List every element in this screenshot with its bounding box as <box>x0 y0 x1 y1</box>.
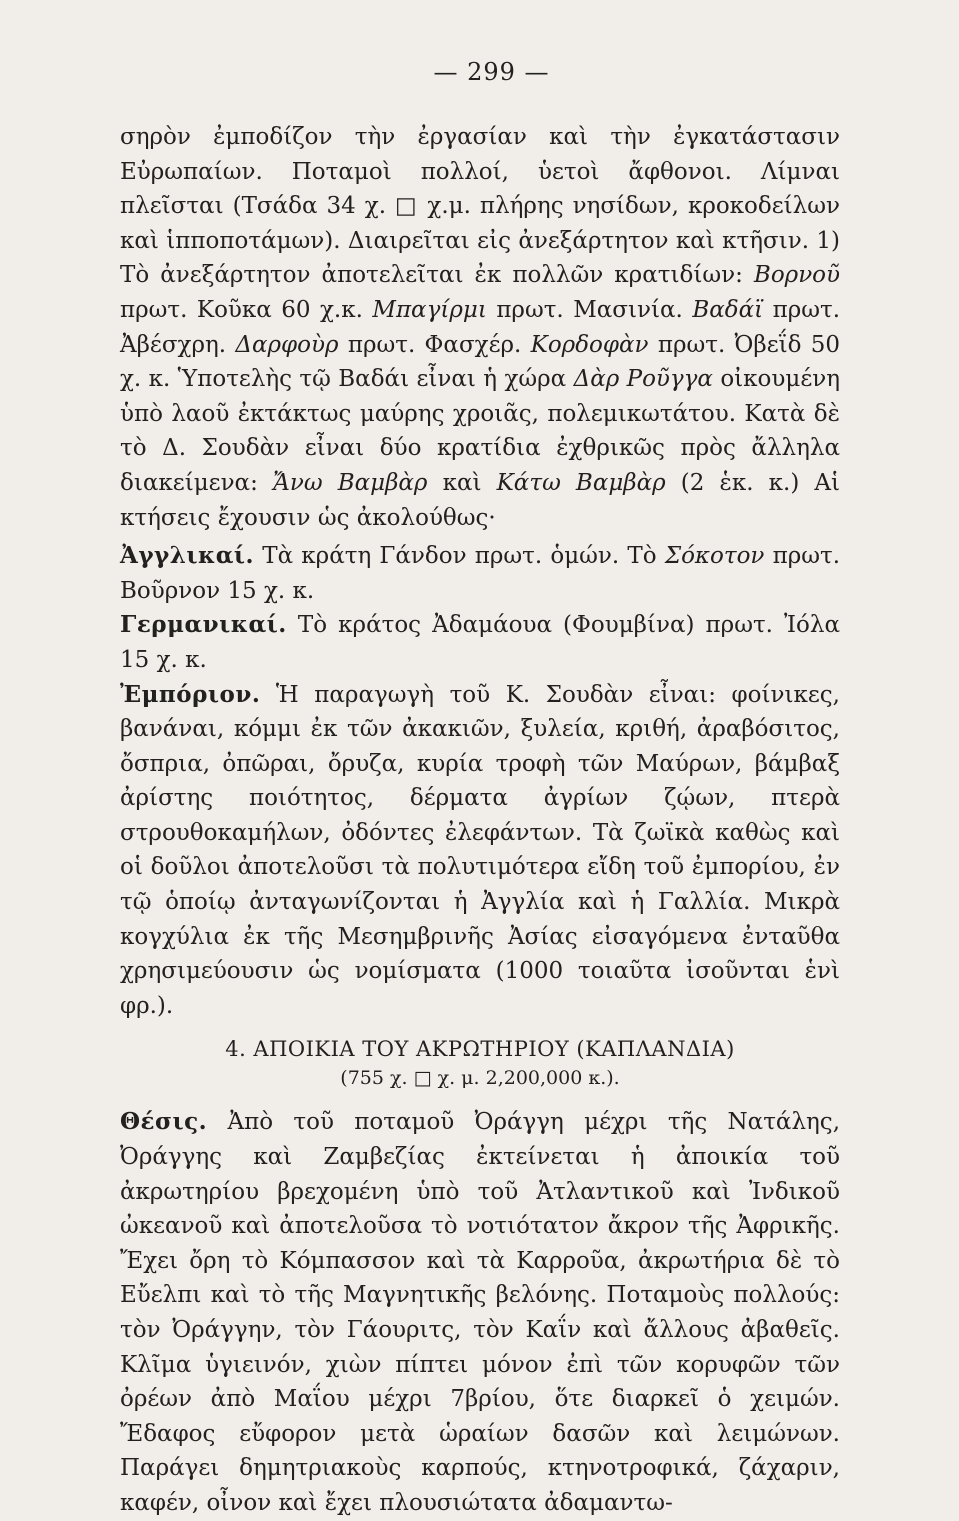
heading-german: Γερμανικαί. <box>120 611 287 639</box>
section-title: 4. ΑΠΟΙΚΙΑ ΤΟΥ ΑΚΡΩΤΗΡΙΟΥ (ΚΑΠΛΑΝΔΙΑ) <box>225 1037 735 1062</box>
heading-position: Θέσις. <box>120 1108 208 1136</box>
section-subtitle: (755 χ. □ χ. μ. 2,200,000 κ.). <box>340 1067 620 1090</box>
page-number: — 299 — <box>433 58 550 86</box>
page-body <box>120 120 840 1521</box>
paragraph-position: Θέσις. Ἀπὸ τοῦ ποταμοῦ Ὀράγγη μέχρι τῆς Νατάλης, Ὀράγγης καὶ Ζαμβεζίας ἐκτείνεται ἡ ἀποικία τοῦ ἀκρωτηρίου βρεχομένη ὑπὸ τοῦ Ἀτλαντικοῦ καὶ Ἰνδικοῦ ὠκεανοῦ καὶ ἀποτελοῦσα τὸ νοτιότατον ἄκρον τῆς Ἀφρικῆς. Ἔχει ὄρη τὸ Κόμπασσον καὶ τὰ Καρροῦα, ἀκρωτήρια δὲ τὸ Εὔελπι καὶ τὸ τῆς Μαγνητικῆς βελόνης. Ποταμοὺς πολλούς: τὸν Ὀράγγην, τὸν Γάουριτς, τὸν Καΐν καὶ ἄλλους ἀβαθεῖς. Κλῖμα ὑγιεινόν, χιὼν πίπτει μόνον ἐπὶ τῶν κορυφῶν τῶν ὀρέων ἀπὸ Μαΐου μέχρι 7βρίου, ὅτε διαρκεῖ ὁ χειμών. Ἔδαφος εὔφορον μετὰ ὡραίων δασῶν καὶ λειμώνων. Παράγει δημητριακοὺς καρπούς, κτηνοτροφικά, ζάχαριν, καφέν, οἶνον καὶ ἔχει πλουσιώτατα ἀδαμαντω- <box>120 1108 840 1516</box>
paragraph-german-possessions: Γερμανικαί. Τὸ κράτος Ἀδαμάουα (Φουμβίνα) πρωτ. Ἰόλα 15 χ. κ. <box>120 611 841 673</box>
paragraph-sudan-overview: σηρὸν ἐμποδίζον τὴν ἐργασίαν καὶ τὴν ἐγκατάστασιν Εὐρωπαίων. Ποταμοὶ πολλοί, ὑετοὶ ἄφθονοι. Λίμναι πλεῖσται (Τσάδα 34 χ. □ χ.μ. πλήρης νησίδων, κροκοδείλων καὶ ἱπποποτάμων). Διαιρεῖται εἰς ἀνεξάρτητον καὶ κτῆσιν. 1) Τὸ ἀνεξάρτητον ἀποτελεῖται ἐκ πολλῶν κρατιδίων: Βορνοῦ πρωτ. Κοῦκα 60 χ.κ. Μπαγίρμι πρωτ. Μασινία. Βαδάϊ πρωτ. Ἀβέσχρη. Δαρφοὺρ πρωτ. Φασχέρ. Κορδοφὰν πρωτ. Ὀβεΐδ 50 χ. κ. Ὑποτελὴς τῷ Βαδάι εἶναι ἡ χώρα Δὰρ Ροῦγγα οἰκουμένη ὑπὸ λαοῦ ἐκτάκτως μαύρης χροιᾶς, πολεμικωτάτου. Κατὰ δὲ τὸ Δ. Σουδὰν εἶναι δύο κρατίδια ἐχθρικῶς πρὸς ἄλληλα διακείμενα: Ἄνω Βαμβὰρ καὶ Κάτω Βαμβὰρ (2 ἑκ. κ.) Αἱ κτήσεις ἔχουσιν ὡς ἀκολούθως· <box>120 124 841 531</box>
heading-commerce: Ἐμπόριον. <box>120 680 261 708</box>
paragraph-english-possessions: Ἀγγλικαί. Τὰ κράτη Γάνδον πρωτ. ὁμών. Τὸ Σόκοτον πρωτ. Βοῦρνον 15 χ. κ. <box>120 542 841 604</box>
heading-english: Ἀγγλικαί. <box>120 542 255 570</box>
paragraph-commerce: Ἐμπόριον. Ἡ παραγωγὴ τοῦ Κ. Σουδὰν εἶναι: φοίνικες, βανάναι, κόμμι ἐκ τῶν ἀκακιῶν, ξυλεία, κριθή, ἀραβόσιτος, ὄσπρια, ὀπῶραι, ὄρυζα, κυρία τροφὴ τῶν Μαύρων, βάμβαξ ἀρίστης ποιότητος, δέρματα ἀγρίων ζῴων, πτερὰ στρουθοκαμήλων, ὀδόντες ἐλεφάντων. Τὰ ζωϊκὰ καθὼς καὶ οἱ δοῦλοι ἀποτελοῦσι τὰ πολυτιμότερα εἴδη τοῦ ἐμπορίου, ἐν τῷ ὁποίῳ ἀνταγωνίζονται ἡ Ἀγγλία καὶ ἡ Γαλλία. Μικρὰ κογχύλια ἐκ τῆς Μεσημβρινῆς Ἀσίας εἰσαγόμενα ἐνταῦθα χρησιμεύουσιν ὡς νομίσματα (1000 τοιαῦτα ἰσοῦνται ἑνὶ φρ.). <box>120 680 840 1019</box>
